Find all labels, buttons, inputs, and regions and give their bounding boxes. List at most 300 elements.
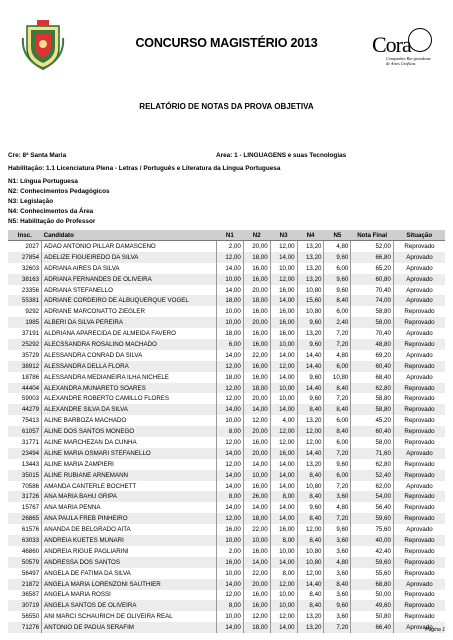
cell-n4: 9,60 — [297, 502, 324, 513]
cell-insc: 35729 — [21, 351, 40, 359]
cell-n5: 7,20 — [324, 448, 351, 459]
cell-n1: 10,00 — [216, 274, 243, 285]
table-row — [8, 285, 445, 296]
cell-n3: 14,00 — [270, 252, 297, 263]
cell-candidato: ADELIZE FIGUEIREDO DA SILVA — [42, 252, 217, 263]
cell-candidato: ALECSSANDRA ROSALINO MACHADO — [42, 339, 217, 350]
cell-n3: 14,00 — [270, 350, 297, 361]
cell-situacao: Reprovado — [393, 535, 445, 546]
cell-n4: 8,40 — [297, 513, 324, 524]
col-n5: N5 — [324, 230, 351, 241]
cell-candidato: ALINE DOS SANTOS MONEGO — [42, 426, 217, 437]
cell-n4: 14,40 — [297, 383, 324, 394]
col-n4: N4 — [297, 230, 324, 241]
cell-nota-final: 49,60 — [351, 600, 394, 611]
cell-n5: 3,60 — [324, 535, 351, 546]
cell-n5: 3,60 — [324, 491, 351, 502]
cell-n3: 12,00 — [270, 274, 297, 285]
cell-n4: 10,80 — [297, 306, 324, 317]
cell-n3: 14,00 — [270, 502, 297, 513]
cell-nota-final: 55,60 — [351, 568, 394, 579]
cell-n2: 14,00 — [243, 557, 270, 568]
cell-n1: 16,00 — [216, 557, 243, 568]
cell-nota-final: 58,80 — [351, 404, 394, 415]
cell-nota-final: 60,40 — [351, 426, 394, 437]
cell-candidato: ANTONIO DE PADUA SERAFIM — [42, 622, 217, 633]
cell-n2: 16,00 — [243, 437, 270, 448]
cell-candidato: ANGELA MARIA ROSSI — [42, 590, 217, 601]
cell-n4: 8,40 — [297, 535, 324, 546]
cell-insc: 71276 — [8, 622, 42, 633]
cell-situacao: Reprovado — [393, 568, 445, 579]
cell-n2: 20,00 — [243, 285, 270, 296]
table-row — [8, 579, 445, 590]
cell-n1: 14,00 — [216, 481, 243, 492]
cell-candidato: ADRIANA FERNANDES DE OLIVEIRA — [42, 274, 217, 285]
cell-insc: 18786 — [21, 373, 40, 381]
cell-insc: 37191 — [21, 330, 40, 338]
cell-candidato: ALINE MARCHEZAN DA CUNHA — [42, 437, 217, 448]
legend-n5: N5: Habilitação do Professor — [8, 218, 96, 225]
table-header-row — [8, 230, 445, 241]
cell-insc: 31771 — [21, 438, 40, 446]
table-row — [8, 491, 445, 502]
table-row — [8, 568, 445, 579]
cell-n1: 14,00 — [216, 263, 243, 274]
cell-n1: 14,00 — [216, 502, 243, 513]
cell-insc: 32603 — [21, 264, 40, 272]
cell-nota-final: 50,00 — [351, 590, 394, 601]
cell-nota-final: 68,80 — [351, 579, 394, 590]
cell-n2: 16,00 — [243, 600, 270, 611]
cell-nota-final: 65,20 — [351, 263, 394, 274]
cell-n4: 8,40 — [297, 600, 324, 611]
grades-table — [8, 230, 445, 633]
cell-n3: 10,00 — [270, 263, 297, 274]
cell-nota-final: 62,00 — [351, 481, 394, 492]
cell-n5: 9,60 — [324, 459, 351, 470]
cell-n3: 10,00 — [270, 339, 297, 350]
cell-n3: 10,00 — [270, 393, 297, 404]
cell-candidato: ALINE MARIA OSMARI STEFANELLO — [42, 448, 217, 459]
cell-n4: 13,20 — [297, 241, 324, 252]
cell-nota-final: 70,40 — [351, 328, 394, 339]
cell-n5: 4,80 — [324, 350, 351, 361]
cell-n4: 13,20 — [297, 328, 324, 339]
cell-n3: 8,00 — [270, 535, 297, 546]
cell-n3: 14,00 — [270, 459, 297, 470]
cell-n2: 16,00 — [243, 546, 270, 557]
table-row — [8, 470, 445, 481]
report-title: RELATÓRIO DE NOTAS DA PROVA OBJETIVA — [139, 102, 314, 111]
cell-insc: 56550 — [21, 613, 40, 621]
table-row — [8, 328, 445, 339]
cell-candidato: ANGELA SANTOS DE OLIVEIRA — [42, 600, 217, 611]
cell-situacao: Reprovado — [393, 502, 445, 513]
cell-n2: 22,00 — [243, 524, 270, 535]
table-row — [8, 546, 445, 557]
cell-candidato: ALESSANDRA DELLA FLORA — [42, 361, 217, 372]
cell-insc: 23494 — [8, 448, 42, 459]
table-row — [8, 611, 445, 622]
table-row — [8, 404, 445, 415]
cell-nota-final: 50,80 — [351, 611, 394, 622]
cell-nota-final: 66,80 — [351, 252, 394, 263]
cell-n1: 16,00 — [216, 524, 243, 535]
cell-n5: 3,60 — [324, 590, 351, 601]
cell-n3: 16,00 — [270, 448, 297, 459]
col-n3: N3 — [270, 230, 297, 241]
cell-n1: 12,00 — [216, 459, 243, 470]
table-row — [8, 393, 445, 404]
cell-n4: 12,00 — [297, 437, 324, 448]
cell-n1: 12,00 — [216, 383, 243, 394]
col-nota-final: Nota Final — [351, 230, 394, 241]
cell-n5: 7,20 — [324, 622, 351, 633]
cell-insc: 36587 — [21, 591, 40, 599]
cell-n3: 16,00 — [270, 328, 297, 339]
cell-nota-final: 42,40 — [351, 546, 394, 557]
table-row — [8, 535, 445, 546]
cell-situacao: Reprovado — [393, 491, 445, 502]
cell-n4: 8,40 — [297, 590, 324, 601]
cell-n2: 22,00 — [243, 568, 270, 579]
cell-n5: 9,60 — [324, 252, 351, 263]
cell-insc: 46860 — [21, 547, 40, 555]
cell-n3: 12,00 — [270, 361, 297, 372]
cell-insc: 13443 — [21, 460, 40, 468]
cell-nota-final: 58,80 — [351, 306, 394, 317]
page-number: Página 1 — [425, 627, 445, 633]
cell-n2: 20,00 — [243, 579, 270, 590]
table-row — [8, 459, 445, 470]
cell-nota-final: 56,40 — [351, 502, 394, 513]
cell-candidato: ANGELA DE FATIMA DA SILVA — [42, 568, 217, 579]
cell-n3: 16,00 — [270, 285, 297, 296]
cell-n2: 14,00 — [243, 404, 270, 415]
cell-situacao: Reprovado — [393, 339, 445, 350]
cell-n5: 3,60 — [324, 611, 351, 622]
cell-n4: 9,60 — [297, 372, 324, 383]
cell-n1: 6,00 — [216, 339, 243, 350]
table-row — [8, 415, 445, 426]
cell-n2: 12,00 — [243, 415, 270, 426]
cell-n4: 12,00 — [297, 568, 324, 579]
table-row — [8, 502, 445, 513]
cell-nota-final: 54,00 — [351, 491, 394, 502]
cell-insc: 31726 — [8, 491, 42, 502]
cell-situacao: Reprovado — [393, 546, 445, 557]
col-n1: N1 — [216, 230, 243, 241]
cell-n5: 9,60 — [324, 524, 351, 535]
cell-n2: 22,00 — [243, 350, 270, 361]
cell-n4: 8,40 — [297, 470, 324, 481]
cell-n4: 10,80 — [297, 481, 324, 492]
cell-candidato: ALINE BARBOZA MACHADO — [42, 415, 217, 426]
cell-nota-final: 68,40 — [351, 372, 394, 383]
table-row — [8, 437, 445, 448]
cell-n3: 14,00 — [270, 470, 297, 481]
cell-n3: 12,00 — [270, 426, 297, 437]
cell-n5: 7,20 — [324, 393, 351, 404]
cell-n1: 2,00 — [216, 241, 243, 252]
cell-insc: 25292 — [8, 339, 42, 350]
cell-n1: 14,00 — [216, 622, 243, 633]
table-row — [8, 241, 445, 252]
cell-candidato: ADRIANA STEFANELLO — [42, 285, 217, 296]
cell-n5: 6,00 — [324, 361, 351, 372]
cell-situacao: Reprovado — [393, 470, 445, 481]
cell-insc: 23356 — [21, 286, 40, 294]
table-row — [8, 622, 445, 633]
cell-candidato: ANDRESSA DOS SANTOS — [42, 557, 217, 568]
cell-n3: 14,00 — [270, 404, 297, 415]
cell-candidato: ANI MARCI SCHAURICH DE OLIVEIRA REAL — [42, 611, 217, 622]
cell-n3: 14,00 — [270, 481, 297, 492]
cell-n2: 16,00 — [243, 481, 270, 492]
cell-insc: 21872 — [8, 579, 42, 590]
cell-n1: 8,00 — [216, 600, 243, 611]
cell-candidato: ANANDA DE BELGRADO AITA — [42, 524, 217, 535]
cell-n1: 18,00 — [216, 372, 243, 383]
table-row — [8, 361, 445, 372]
cell-n3: 12,00 — [270, 241, 297, 252]
table-row — [8, 557, 445, 568]
cell-situacao: Aprovado — [393, 263, 445, 274]
cell-n2: 20,00 — [243, 393, 270, 404]
cell-n4: 10,80 — [297, 285, 324, 296]
cell-n2: 16,00 — [243, 590, 270, 601]
cell-situacao: Reprovado — [393, 241, 445, 252]
cell-n3: 12,00 — [270, 437, 297, 448]
cell-situacao: Aprovado — [393, 481, 445, 492]
cell-n5: 8,40 — [324, 426, 351, 437]
cell-n2: 18,00 — [243, 383, 270, 394]
cell-n1: 14,00 — [216, 470, 243, 481]
cell-candidato: ALDRIANA APARECIDA DE ALMEIDA FAVERO — [42, 328, 217, 339]
cell-n1: 10,00 — [216, 535, 243, 546]
cell-n2: 20,00 — [243, 241, 270, 252]
table-row — [8, 524, 445, 535]
cell-n5: 6,00 — [324, 306, 351, 317]
cell-n4: 8,40 — [297, 404, 324, 415]
cell-nota-final: 58,00 — [351, 437, 394, 448]
col-n2: N2 — [243, 230, 270, 241]
cell-n3: 14,00 — [270, 513, 297, 524]
cell-n3: 8,00 — [270, 568, 297, 579]
cell-nota-final: 74,00 — [351, 295, 394, 306]
cell-situacao: Aprovado — [393, 295, 445, 306]
table-row — [8, 383, 445, 394]
cell-insc: 35015 — [8, 470, 42, 481]
cell-n2: 14,00 — [243, 459, 270, 470]
logo-text: Cora — [372, 32, 411, 57]
cell-nota-final: 62,80 — [351, 383, 394, 394]
legend-n3: N3: Legislação — [8, 198, 54, 205]
area-label: Area: 1 - LINGUAGENS e suas Tecnologias — [216, 152, 347, 159]
cell-n5: 9,60 — [324, 274, 351, 285]
cell-n4: 9,60 — [297, 339, 324, 350]
cell-situacao: Reprovado — [393, 383, 445, 394]
cell-n4: 14,40 — [297, 579, 324, 590]
cell-n5: 8,40 — [324, 404, 351, 415]
cell-n1: 10,00 — [216, 317, 243, 328]
cell-n3: 10,00 — [270, 383, 297, 394]
cell-n4: 9,60 — [297, 317, 324, 328]
cell-n4: 13,20 — [297, 263, 324, 274]
cell-nota-final: 52,00 — [351, 241, 394, 252]
cell-n3: 14,00 — [270, 622, 297, 633]
cell-situacao: Aprovado — [393, 328, 445, 339]
cell-nota-final: 60,40 — [351, 361, 394, 372]
corag-logo — [372, 26, 436, 70]
cell-n4: 14,40 — [297, 350, 324, 361]
cell-n1: 14,00 — [216, 350, 243, 361]
table-row — [8, 600, 445, 611]
cell-situacao: Aprovado — [393, 524, 445, 535]
cell-insc: 44404 — [8, 383, 42, 394]
cell-candidato: ADAO ANTONIO PILLAR DAMASCENO — [42, 241, 217, 252]
cell-n5: 3,60 — [324, 568, 351, 579]
cell-nota-final: 60,80 — [351, 274, 394, 285]
cell-nota-final: 69,20 — [351, 350, 394, 361]
cell-insc: 15767 — [21, 504, 40, 512]
cell-n5: 9,60 — [324, 285, 351, 296]
cell-n3: 8,00 — [270, 491, 297, 502]
cell-n1: 12,00 — [216, 437, 243, 448]
cell-situacao: Reprovado — [393, 361, 445, 372]
cell-n4: 15,60 — [297, 295, 324, 306]
habilitacao-label: Habilitação: 1.1 Licenciatura Plena - Letras / Português e Literatura da Língua Portuguesa — [8, 165, 281, 172]
cell-nota-final: 59,60 — [351, 557, 394, 568]
cell-n2: 16,00 — [243, 339, 270, 350]
cre-label: Cre: 8ª Santa Maria — [8, 152, 67, 159]
cell-nota-final: 66,40 — [351, 622, 394, 633]
cell-n5: 2,40 — [324, 317, 351, 328]
cell-insc: 63033 — [8, 535, 42, 546]
cell-candidato: ALBERI DA SILVA PEREIRA — [42, 317, 217, 328]
cell-n5: 6,00 — [324, 470, 351, 481]
cell-n4: 9,60 — [297, 393, 324, 404]
table-row — [8, 263, 445, 274]
cell-n1: 12,00 — [216, 590, 243, 601]
cell-n4: 8,40 — [297, 491, 324, 502]
cell-nota-final: 58,80 — [351, 393, 394, 404]
col-situacao: Situação — [393, 230, 445, 241]
cell-candidato: ALINE MARIA ZAMPIERI — [42, 459, 217, 470]
cell-situacao: Reprovado — [393, 415, 445, 426]
cell-n1: 12,00 — [216, 252, 243, 263]
legend-n1: N1: Língua Portuguesa — [8, 178, 78, 185]
cell-n2: 18,00 — [243, 295, 270, 306]
cell-n5: 9,60 — [324, 600, 351, 611]
cell-candidato: ALEXANDRE ROBERTO CAMILLO FLORES — [42, 393, 217, 404]
cell-n4: 10,80 — [297, 546, 324, 557]
cell-n1: 14,00 — [216, 285, 243, 296]
cell-insc: 27854 — [8, 252, 42, 263]
cell-nota-final: 59,60 — [351, 513, 394, 524]
cell-nota-final: 48,80 — [351, 339, 394, 350]
cell-n2: 20,00 — [243, 426, 270, 437]
cell-n4: 13,20 — [297, 459, 324, 470]
cell-situacao: Aprovado — [393, 372, 445, 383]
table-row — [8, 590, 445, 601]
cell-n2: 16,00 — [243, 263, 270, 274]
cell-situacao: Reprovado — [393, 590, 445, 601]
cell-n1: 10,00 — [216, 415, 243, 426]
cell-n2: 16,00 — [243, 361, 270, 372]
cell-n4: 14,40 — [297, 448, 324, 459]
cell-situacao: Reprovado — [393, 393, 445, 404]
cell-insc: 75413 — [21, 417, 40, 425]
cell-insc: 59003 — [21, 395, 40, 403]
cell-n1: 12,00 — [216, 361, 243, 372]
cell-situacao: Reprovado — [393, 306, 445, 317]
table-row — [8, 317, 445, 328]
cell-n3: 14,00 — [270, 557, 297, 568]
cell-n1: 10,00 — [216, 306, 243, 317]
cell-n2: 16,00 — [243, 306, 270, 317]
cell-insc: 50579 — [8, 557, 42, 568]
logo-subtitle: Companhia Rio-grandense de Artes Gráficas — [386, 56, 432, 66]
table-row — [8, 350, 445, 361]
cell-candidato: ADRIANA AIRES DA SILVA — [42, 263, 217, 274]
cell-n1: 10,00 — [216, 568, 243, 579]
cell-insc: 61057 — [8, 426, 42, 437]
cell-situacao: Reprovado — [393, 513, 445, 524]
cell-n3: 16,00 — [270, 306, 297, 317]
cell-n5: 7,20 — [324, 481, 351, 492]
cell-insc: 61576 — [21, 526, 40, 534]
cell-insc: 38163 — [8, 274, 42, 285]
cell-insc: 26865 — [8, 513, 42, 524]
cell-insc: 70586 — [21, 482, 40, 490]
cell-n1: 14,00 — [216, 448, 243, 459]
cell-candidato: ANA PAULA FREB PINHEIRO — [42, 513, 217, 524]
cell-n5: 7,20 — [324, 328, 351, 339]
cell-n1: 14,00 — [216, 579, 243, 590]
cell-candidato: ANA MARIA PENNA — [42, 502, 217, 513]
cell-insc: 2027 — [25, 242, 40, 250]
cell-situacao: Reprovado — [393, 404, 445, 415]
cell-situacao: Reprovado — [393, 600, 445, 611]
cell-situacao: Aprovado — [393, 274, 445, 285]
cell-n4: 12,00 — [297, 524, 324, 535]
table-row — [8, 274, 445, 285]
cell-n1: 2,00 — [216, 546, 243, 557]
cell-n4: 13,20 — [297, 622, 324, 633]
cell-candidato: ANDREIA KUETES MUNARI — [42, 535, 217, 546]
cell-candidato: ADRIANE CORDEIRO DE ALBUQUERQUE VOGEL — [42, 295, 217, 306]
cell-nota-final: 62,80 — [351, 459, 394, 470]
cell-n4: 10,80 — [297, 557, 324, 568]
table-row — [8, 481, 445, 492]
table-row — [8, 426, 445, 437]
cell-n2: 10,00 — [243, 535, 270, 546]
cell-n2: 14,00 — [243, 502, 270, 513]
cell-n3: 14,00 — [270, 372, 297, 383]
cell-n5: 7,20 — [324, 339, 351, 350]
cell-situacao: Reprovado — [393, 557, 445, 568]
cell-nota-final: 75,60 — [351, 524, 394, 535]
cell-n2: 16,00 — [243, 274, 270, 285]
cell-nota-final: 40,00 — [351, 535, 394, 546]
cell-n5: 8,40 — [324, 295, 351, 306]
cell-insc: 55381 — [8, 295, 42, 306]
cell-n3: 16,00 — [270, 524, 297, 535]
cell-n2: 16,00 — [243, 328, 270, 339]
cell-n1: 12,00 — [216, 393, 243, 404]
